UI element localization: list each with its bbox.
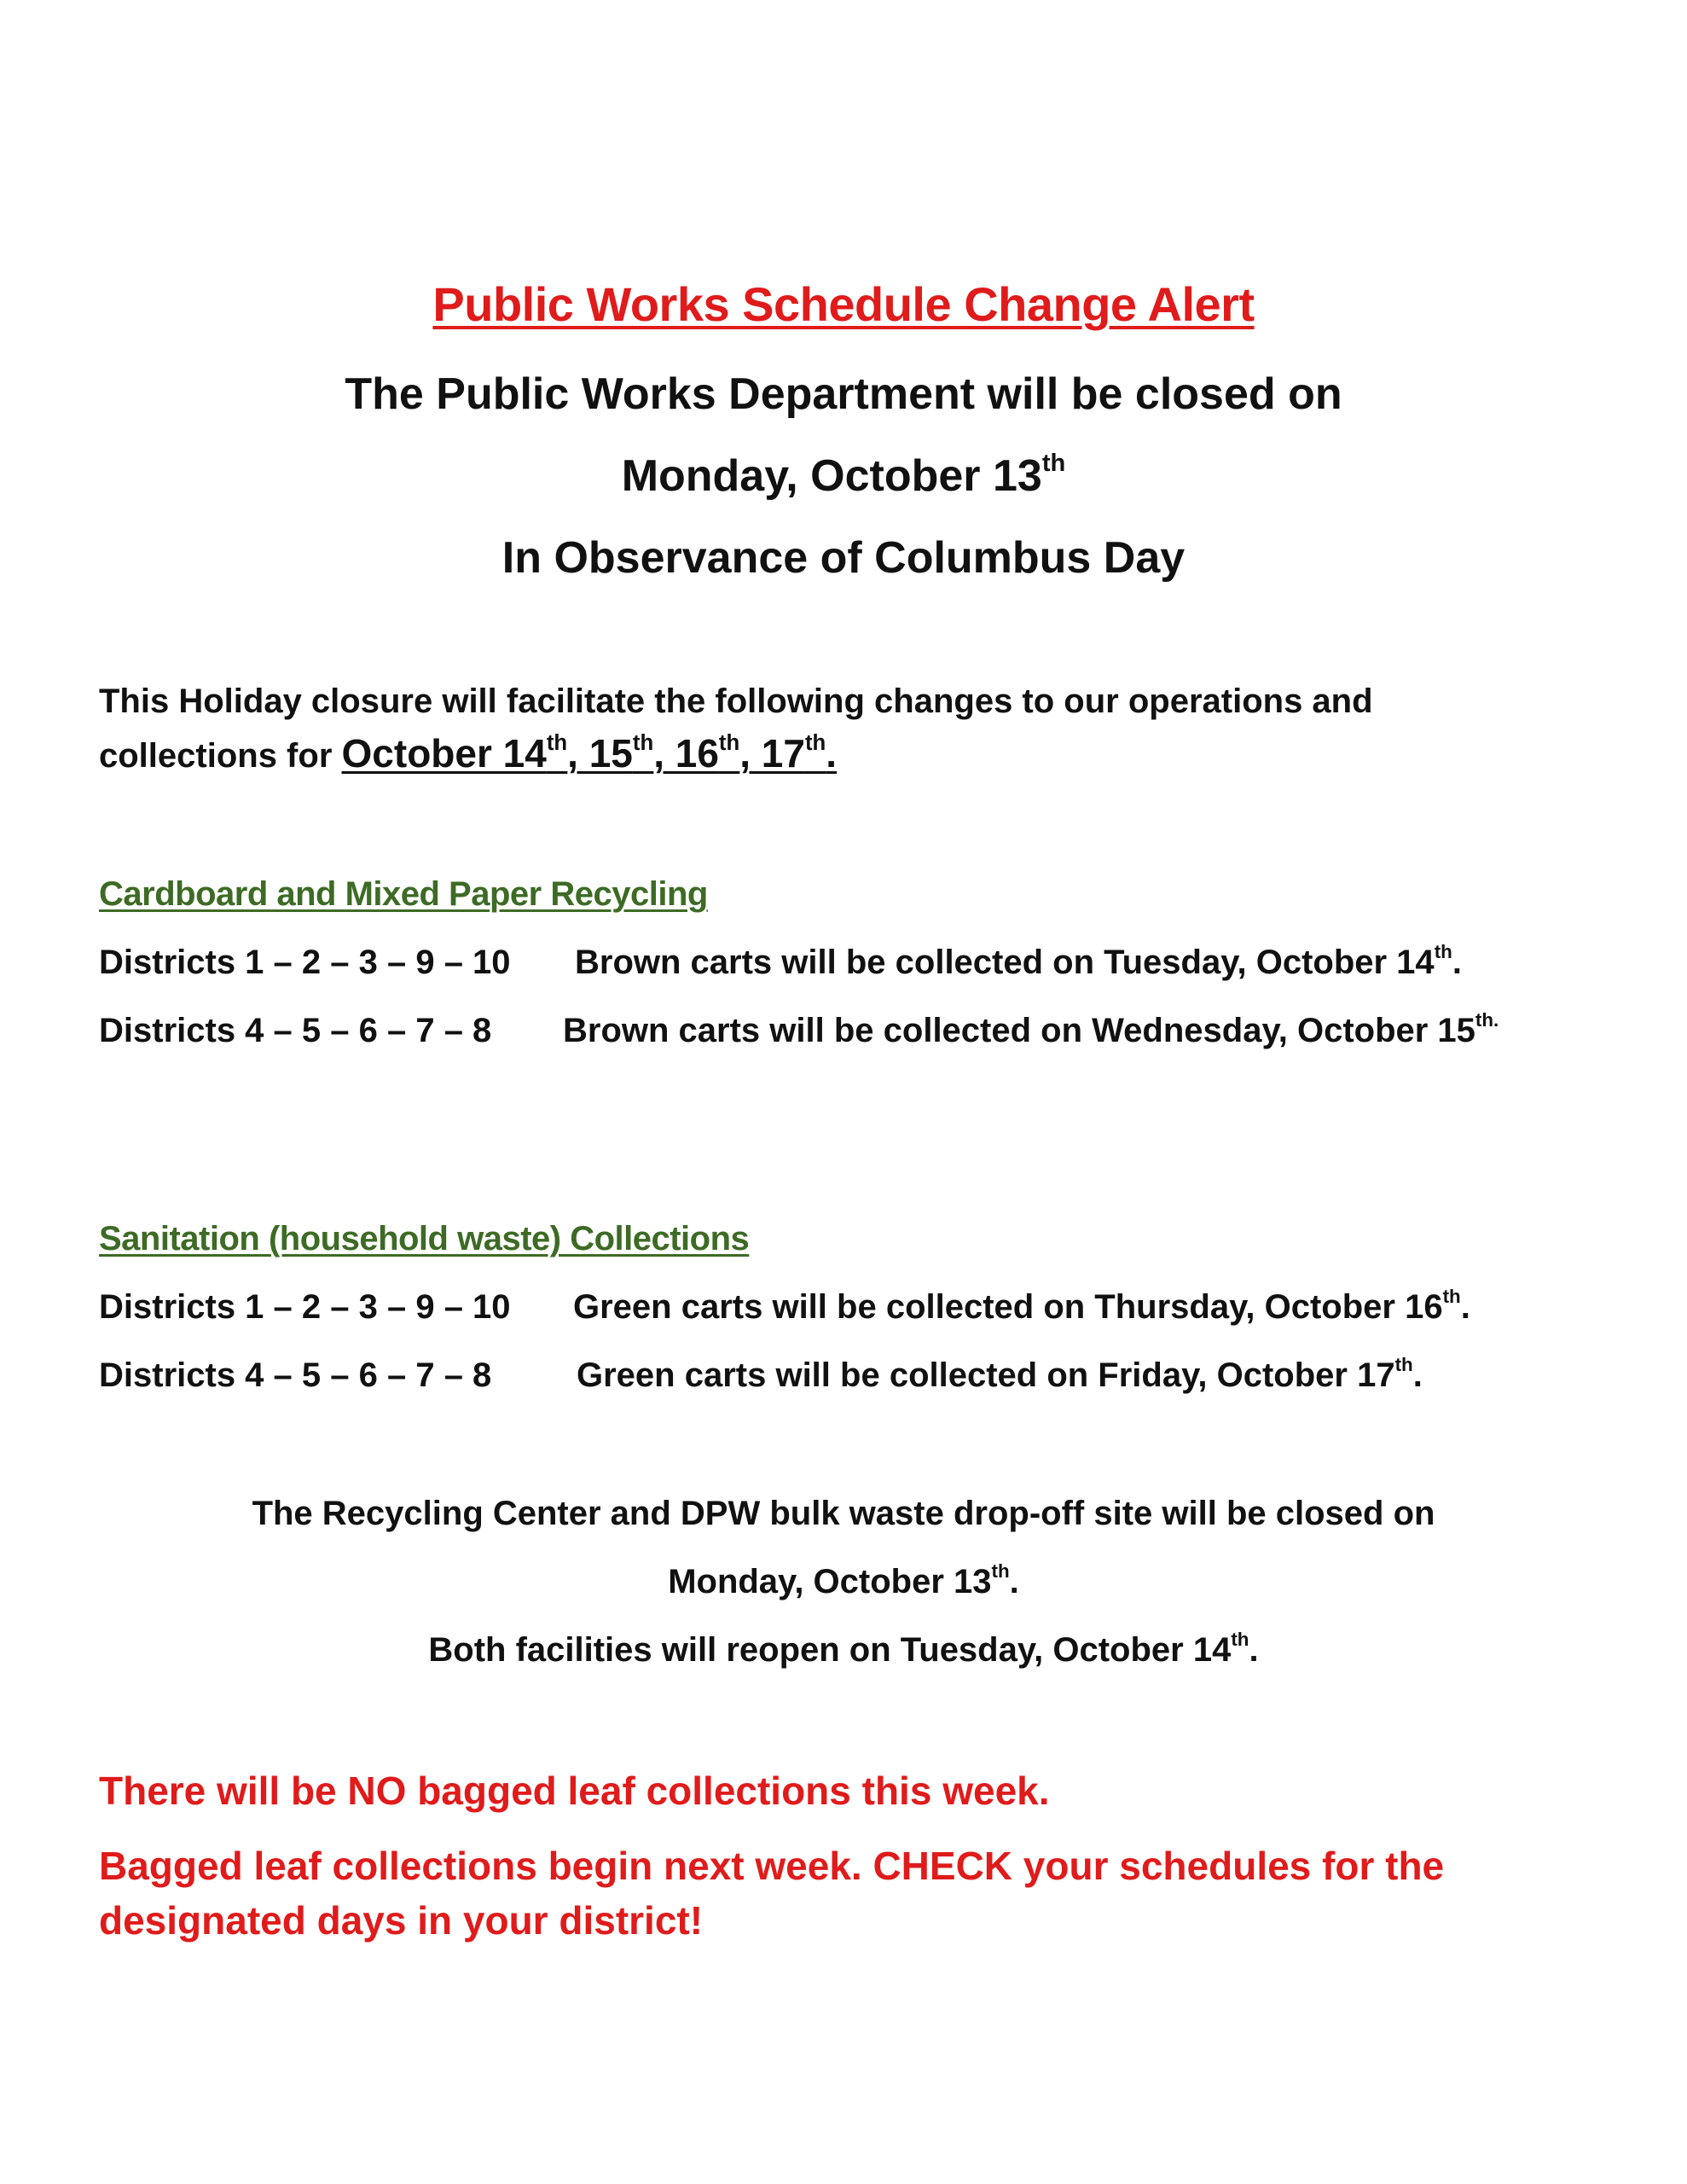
sanitation-section-heading: Sanitation (household waste) Collections (99, 1220, 750, 1258)
affected-date-suffix: th (546, 730, 568, 755)
affected-dates (342, 731, 838, 775)
reopen-date-suffix: th (1231, 1629, 1249, 1651)
sanitation-schedule-row (99, 1356, 1423, 1395)
reopen-text: Both facilities will reopen on Tuesday, October 14 (428, 1631, 1232, 1669)
recycling-center-closure: The Recycling Center and DPW bulk waste drop-off site will be closed on (252, 1495, 1435, 1532)
intro-line-2-text: collections for (99, 737, 333, 775)
closure-date-end: . (1009, 1563, 1019, 1600)
recycling-schedule-row (99, 1009, 1499, 1050)
row-end: . (1452, 944, 1462, 981)
district-list: Districts 4 – 5 – 6 – 7 – 8 (99, 1012, 492, 1049)
affected-date-suffix: th (632, 730, 654, 755)
closure-date-suffix: th (1041, 450, 1066, 478)
affected-date: , 17 (739, 731, 805, 775)
closure-statement: The Public Works Department will be closed on (345, 369, 1342, 419)
leaf-collection-notice-line-2: designated days in your district! (99, 1898, 704, 1943)
reopen-notice (0, 1631, 1687, 1670)
affected-date-suffix: th (804, 730, 826, 755)
row-end: . (1460, 1288, 1470, 1326)
page-title: Public Works Schedule Change Alert (432, 277, 1255, 331)
collection-text: Brown carts will be collected on Tuesday, October 14 (575, 944, 1435, 981)
closure-date-suffix: th (991, 1560, 1010, 1583)
reopen-end: . (1249, 1631, 1259, 1669)
affected-date: October 14 (341, 731, 547, 775)
collection-text: Green carts will be collected on Friday, October 17 (577, 1356, 1395, 1394)
observance-line: In Observance of Columbus Day (501, 533, 1186, 583)
date-suffix: th (1442, 1286, 1461, 1308)
recycling-center-closure-date (0, 1560, 1687, 1601)
no-leaf-collection-notice: There will be NO bagged leaf collections this week. (99, 1769, 1050, 1813)
row-end: . (1412, 1356, 1423, 1394)
recycling-section-heading: Cardboard and Mixed Paper Recycling (99, 875, 708, 913)
closure-date-text: Monday, October 13 (668, 1563, 992, 1600)
affected-date-suffix: th (718, 730, 740, 755)
district-list: Districts 4 – 5 – 6 – 7 – 8 (99, 1356, 492, 1394)
date-suffix: th (1394, 1354, 1413, 1376)
sanitation-schedule-row (99, 1288, 1470, 1327)
district-list: Districts 1 – 2 – 3 – 9 – 10 (99, 944, 511, 981)
affected-date: , 16 (653, 731, 719, 775)
intro-line-1: This Holiday closure will facilitate the following changes to our operations and (99, 682, 1373, 720)
closure-date-text: Monday, October 13 (621, 451, 1042, 501)
affected-date: , 15 (567, 731, 633, 775)
leaf-collection-notice-line-1: Bagged leaf collections begin next week. CHECK your schedules for the (99, 1844, 1445, 1888)
intro-line-2 (99, 730, 837, 776)
date-suffix: th. (1475, 1009, 1499, 1031)
district-list: Districts 1 – 2 – 3 – 9 – 10 (99, 1288, 511, 1326)
affected-dates-end: . (826, 731, 838, 775)
collection-text: Brown carts will be collected on Wednesday, October 15 (563, 1012, 1475, 1049)
recycling-schedule-row (99, 941, 1462, 982)
date-suffix: th (1434, 941, 1452, 963)
closure-date (0, 450, 1687, 502)
collection-text: Green carts will be collected on Thursday, October 16 (573, 1288, 1443, 1326)
